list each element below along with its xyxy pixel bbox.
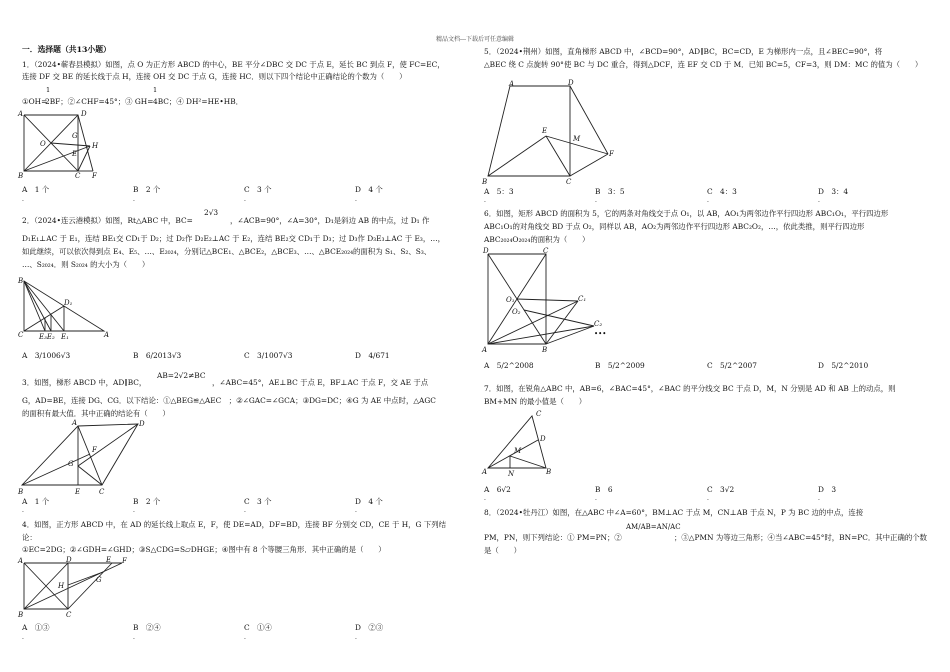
q1-figure	[18, 110, 118, 180]
q5-option-b[interactable]: B 3：5	[595, 187, 625, 196]
q1-option-a[interactable]: A 1 个	[22, 185, 50, 194]
q5-label-c: C	[566, 178, 572, 186]
q1-line3b: 2BF；②∠CHF=45°；③ GH=	[45, 97, 154, 106]
q3-label-f: F	[92, 446, 97, 454]
q4-label-a: A	[18, 557, 24, 565]
q3-figure	[18, 418, 153, 494]
q6-label-c: C	[543, 247, 549, 255]
q4-option-c[interactable]: C ①④	[244, 623, 272, 632]
q2-label-a: A	[104, 331, 110, 339]
q1-label-e: E	[72, 150, 78, 158]
q4-option-b[interactable]: B ②④	[133, 623, 161, 632]
q5-label-d: D	[568, 79, 574, 87]
q7-label-c: C	[536, 410, 542, 418]
q1-label-o: O	[40, 140, 46, 148]
q4-label-d: D	[66, 556, 72, 564]
q1-line1: 1．（2024•蕲春县模拟）如图，点 O 为正方形 ABCD 的中心，BE 平分∠DBC 交 DC 于点 E，延长 BC 到点 F，使 FC=EC，	[22, 60, 445, 69]
q7-label-m: M	[514, 447, 522, 455]
q2-line3: 如此继续，可以依次得到点 E₄、E₅、…、E₂₀₂₄，分别记△BCE₁、△BCE₂，△BCE₃、…、△BCE₂₀₂₄的面积为 S₁、S₂、S₃、	[22, 247, 432, 256]
q1-line3a: ①OH=	[22, 97, 48, 106]
q3-label-b: B	[18, 488, 24, 496]
q5-option-d[interactable]: D 3：4	[818, 187, 849, 196]
q4-label-g: G	[96, 576, 102, 584]
q4-figure	[18, 555, 138, 621]
q6-label-a: A	[482, 346, 488, 354]
q6-line3: ABC₂₀₂₄O₂₀₂₄的面积为（ ）	[484, 235, 590, 244]
q7-option-b[interactable]: B 6	[595, 485, 613, 494]
q8-line2a: PM，PN，则下列结论：① PM=PN；②	[484, 533, 622, 542]
q5-option-a[interactable]: A 5：3	[484, 187, 514, 196]
q2-label-d1: D₁	[64, 299, 73, 307]
q7-option-a[interactable]: A 6√2	[484, 485, 511, 494]
q1-line2: 连接 DF 交 BE 的延长线于点 H，连接 OH 交 DC 于点 G，连接 HC．则以下四个结论中正确结论的个数为（ ）	[22, 72, 407, 81]
page-header: 精品文档---下载后可任意编辑	[435, 36, 515, 43]
q2-option-a[interactable]: A 3/1006√3	[22, 351, 71, 360]
q6-label-c2: C₂	[594, 320, 603, 328]
q7-option-d[interactable]: D 3	[818, 485, 837, 494]
q5-option-c[interactable]: C 4：3	[707, 187, 737, 196]
q4-label-b: B	[18, 611, 24, 619]
q2-label-b: B	[18, 277, 24, 285]
q3-mid: AB=2√2≠BC	[157, 371, 206, 380]
q3-line1: 3．如图，梯形 ABCD 中，AD∥BC，	[22, 378, 147, 387]
q7-label-d: D	[540, 435, 546, 443]
q8-frac: AM/AB=AN/AC	[626, 523, 681, 531]
q7-label-n: N	[508, 470, 515, 478]
q4-option-d[interactable]: D ②③	[355, 623, 384, 632]
q2-option-c[interactable]: C 3/1007√3	[244, 351, 293, 360]
q2-line2: D₁E₁⊥AC 于 E₁，连结 BE₁交 CD₁于 D₂；过 D₂作 D₂E₂⊥AC 于 E₂，连结 BE₂交 CD₁于 D₃；过 D₃作 D₃E₃⊥AC 于 E₃，…，	[22, 234, 446, 243]
q2-line4: …、S₂₀₂₄．则 S₂₀₂₄ 的大小为（ ）	[22, 260, 150, 269]
q7-line1: 7．如图，在锐角△ABC 中，AB=6，∠BAC=45°，∠BAC 的平分线交 BC 于点 D，M，N 分别是 AD 和 AB 上的动点，则	[484, 384, 896, 393]
q4-label-c: C	[66, 611, 72, 619]
q1-label-c: C	[75, 172, 81, 180]
q7-label-b: B	[546, 468, 552, 476]
q1-option-c[interactable]: C 3 个	[244, 185, 272, 194]
q3-label-c: C	[99, 488, 105, 496]
q6-label-c1: C₁	[578, 295, 587, 303]
svg-text:•••: •••	[594, 330, 607, 338]
q3-option-c[interactable]: C 3 个	[244, 497, 272, 506]
q4-line2: 论：	[22, 533, 37, 542]
q2-option-b[interactable]: B 6/2013√3	[133, 351, 182, 360]
q1-frac-top2: 1	[153, 86, 158, 94]
q2-line1b: ，∠ACB=90°，∠A=30°，D₁是斜边 AB 的中点，过 D₁ 作	[230, 216, 430, 225]
q1-line3c: 4BC；④ DH²=HE•HB．	[153, 97, 244, 106]
q3-label-g: G	[68, 460, 74, 468]
q4-line3: ①EC=2DG；②∠GDH=∠GHD；③S△CDG=S▱DHGE；④图中有 8 个等腰三角形．其中正确的是（ ）	[22, 545, 386, 554]
section-title: 一．选择题（共13小题）	[22, 45, 111, 54]
q4-label-e: E	[106, 556, 112, 564]
q2-label-e1: E₁	[61, 333, 69, 341]
q1-label-b: B	[18, 172, 24, 180]
q1-label-d: D	[81, 110, 87, 118]
q7-option-c[interactable]: C 3√2	[707, 485, 735, 494]
q5-label-f: F	[609, 150, 614, 158]
q3-label-a: A	[72, 419, 78, 427]
q8-line1: 8．（2024•牡丹江）如图，在△ABC 中∠A=60°，BM⊥AC 于点 M，CN⊥AB 于点 N，P 为 BC 边的中点，连接	[484, 508, 864, 517]
q5-label-m: M	[573, 135, 581, 143]
q8-line2b: ；③△PMN 为等边三角形；④当∠ABC=45°时，BN=PC．其中正确的个数	[674, 533, 928, 542]
q5-label-b: B	[482, 178, 488, 186]
q4-label-f: F	[122, 557, 127, 565]
q1-label-f: F	[92, 172, 97, 180]
q1-option-d[interactable]: D 4 个	[355, 185, 383, 194]
q3-line3: 的面积有最大值．其中正确的结论有（ ）	[22, 409, 170, 418]
q1-option-b[interactable]: B 2 个	[133, 185, 161, 194]
q3-label-d: D	[139, 420, 145, 428]
q7-line2: BM+MN 的最小值是（ ）	[484, 397, 587, 406]
q6-figure	[480, 246, 620, 354]
q7-label-a: A	[482, 468, 488, 476]
q6-label-b: B	[542, 346, 548, 354]
q5-line2: △BEC 绕 C 点旋转 90°使 BC 与 DC 重合，得到△DCF，连 EF 交 CD 于 M．已知 BC=5，CF=3，则 DM：MC 的值为（ ）	[484, 60, 923, 69]
q1-label-h: H	[92, 142, 99, 150]
q1-label-a: A	[18, 110, 24, 118]
q8-line3: 是（ ）	[484, 546, 521, 555]
q3-option-b[interactable]: B 2 个	[133, 497, 161, 506]
q6-label-d: D	[483, 247, 489, 255]
q6-label-o1: O₁	[506, 296, 515, 304]
q3-option-d[interactable]: D 4 个	[355, 497, 383, 506]
q1-frac-top1: 1	[46, 86, 51, 94]
q7-figure	[480, 408, 570, 478]
q2-figure	[18, 275, 118, 345]
q1-label-g: G	[72, 132, 78, 140]
q5-label-a: A	[509, 80, 515, 88]
q2-sqrt: 2√3	[204, 208, 219, 217]
q2-option-d[interactable]: D 4/671	[355, 351, 390, 360]
q5-figure	[480, 78, 620, 184]
q4-option-a[interactable]: A ①③	[22, 623, 50, 632]
q2-label-c: C	[18, 331, 24, 339]
q6-line2: ABC₁O₁的对角线交 BD 于点 O₂，同样以 AB，AO₂为两邻边作平行四边形 ABC₂O₂，…，依此类推，则平行四边形	[484, 222, 865, 231]
q6-option-a[interactable]: A 5/2^2008	[484, 361, 534, 370]
q4-line1: 4．如图，正方形 ABCD 中，在 AD 的延长线上取点 E，F，使 DE=AD，DF=BD，连接 BF 分别交 CD，CE 于 H，G 下列结	[22, 520, 446, 529]
q3-option-a[interactable]: A 1 个	[22, 497, 50, 506]
q3-label-e: E	[75, 488, 81, 496]
q5-label-e: E	[542, 127, 548, 135]
q6-option-c[interactable]: C 5/2^2007	[707, 361, 757, 370]
q3-line1b: ，∠ABC=45°，AE⊥BC 于点 E，BF⊥AC 于点 F，交 AE 于点	[212, 378, 429, 387]
q5-line1: 5．（2024•荆州）如图，直角梯形 ABCD 中，∠BCD=90°，AD∥BC，BC=CD，E 为梯形内一点，且∠BEC=90°，将	[484, 47, 883, 56]
q6-label-o2: O₂	[512, 308, 521, 316]
q3-line2: G，AD=BE，连接 DG、CG．以下结论：①△BEG≌△AEC ；②∠GAC=∠GCA；③DG=DC；④G 为 AE 中点时，△AGC	[22, 396, 436, 405]
q6-option-b[interactable]: B 5/2^2009	[595, 361, 645, 370]
q6-option-d[interactable]: D 5/2^2010	[818, 361, 869, 370]
q2-label-e32: E₃E₂	[39, 333, 55, 341]
q2-line1: 2．（2024•连云港模拟）如图，Rt△ABC 中，BC=	[22, 216, 193, 225]
q4-label-h: H	[58, 582, 65, 590]
q6-line1: 6．如图，矩形 ABCD 的面积为 5，它的两条对角线交于点 O₁，以 AB，AO₁为两邻边作平行四边形 ABC₁O₁，平行四边形	[484, 209, 889, 218]
